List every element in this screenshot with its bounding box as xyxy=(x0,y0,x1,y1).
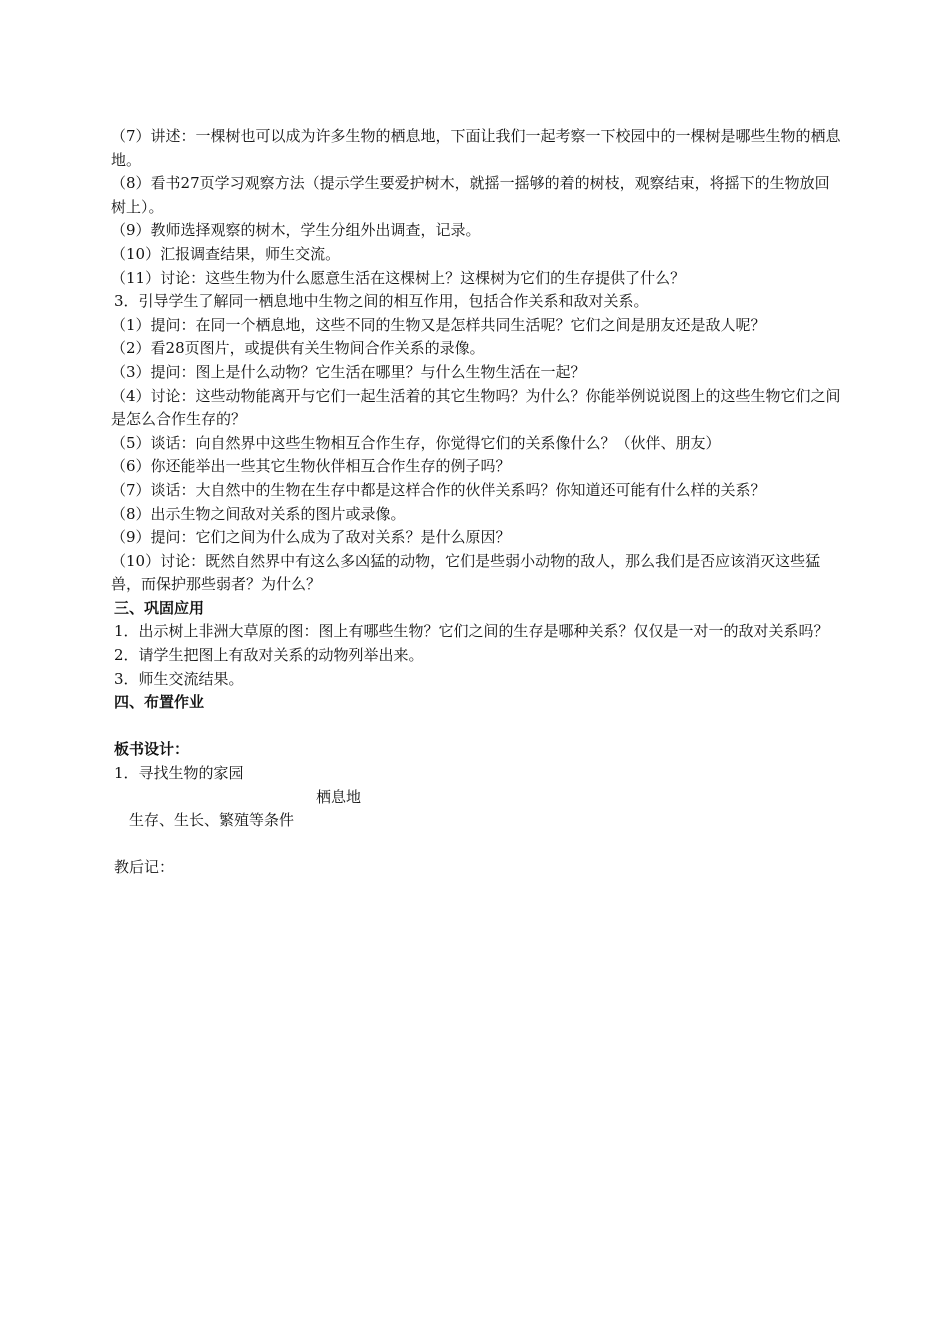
paragraph-point-3: 3．引导学生了解同一栖息地中生物之间的相互作用，包括合作关系和敌对关系。 xyxy=(114,292,649,311)
board-design-heading: 板书设计： xyxy=(114,740,190,759)
paragraph-sub-2: （2）看28页图片，或提供有关生物间合作关系的录像。 xyxy=(111,339,485,358)
board-line-1: 1．寻找生物的家园 xyxy=(114,764,244,783)
document-body xyxy=(111,125,844,880)
paragraph-sub-9: （9）提问：它们之间为什么成为了敌对关系？是什么原因？ xyxy=(111,528,511,547)
paragraph-sub-10: （10）讨论：既然自然界中有这么多凶猛的动物，它们是些弱小动物的敌人，那么我们是否应该消灭这些猛兽，而保护那些弱者？为什么？ xyxy=(111,551,821,594)
board-line-3: 生存、生长、繁殖等条件 xyxy=(129,811,295,830)
spacer xyxy=(114,833,844,857)
paragraph-sub-7: （7）谈话：大自然中的生物在生存中都是这样合作的伙伴关系吗？你知道还可能有什么样的关系？ xyxy=(111,480,766,499)
paragraph-step-7: （7）讲述：一棵树也可以成为许多生物的栖息地，下面让我们一起考察一下校园中的一棵树是哪些生物的栖息地。 xyxy=(111,127,841,169)
board-center-word: 栖息地 xyxy=(316,787,362,806)
consolidate-item-3: 3．师生交流结果。 xyxy=(114,669,244,688)
consolidate-item-1: 1．出示树上非洲大草原的图：图上有哪些生物？它们之间的生存是哪种关系？仅仅是一对一的敌对关系吗？ xyxy=(114,622,829,641)
paragraph-sub-8: （8）出示生物之间敌对关系的图片或录像。 xyxy=(111,504,406,523)
paragraph-sub-1: （1）提问：在同一个栖息地，这些不同的生物又是怎样共同生活呢？它们之间是朋友还是敌人呢？ xyxy=(111,315,766,334)
paragraph-step-11: （11）讨论：这些生物为什么愿意生活在这棵树上？这棵树为它们的生存提供了什么？ xyxy=(111,268,686,287)
paragraph-step-10: （10）汇报调查结果，师生交流。 xyxy=(111,244,341,263)
paragraph-step-8: （8）看书27页学习观察方法（提示学生要爱护树木，就摇一摇够的着的树枝，观察结束，将摇下的生物放回树上）。 xyxy=(111,174,830,216)
section-heading-homework: 四、布置作业 xyxy=(114,693,205,712)
spacer xyxy=(114,715,844,739)
consolidate-item-2: 2．请学生把图上有敌对关系的动物列举出来。 xyxy=(114,646,424,665)
section-heading-consolidate: 三、巩固应用 xyxy=(114,598,205,617)
paragraph-sub-3: （3）提问：图上是什么动物？它生活在哪里？与什么生物生活在一起？ xyxy=(111,362,586,381)
paragraph-sub-6: （6）你还能举出一些其它生物伙伴相互合作生存的例子吗？ xyxy=(111,457,511,476)
afterword-label: 教后记： xyxy=(114,858,175,877)
paragraph-step-9: （9）教师选择观察的树木，学生分组外出调查，记录。 xyxy=(111,221,481,240)
paragraph-sub-4: （4）讨论：这些动物能离开与它们一起生活着的其它生物吗？为什么？你能举例说说图上的这些生物它们之间是怎么合作生存的？ xyxy=(111,386,841,429)
paragraph-sub-5: （5）谈话：向自然界中这些生物相互合作生存，你觉得它们的关系像什么？（伙伴、朋友） xyxy=(111,433,721,452)
